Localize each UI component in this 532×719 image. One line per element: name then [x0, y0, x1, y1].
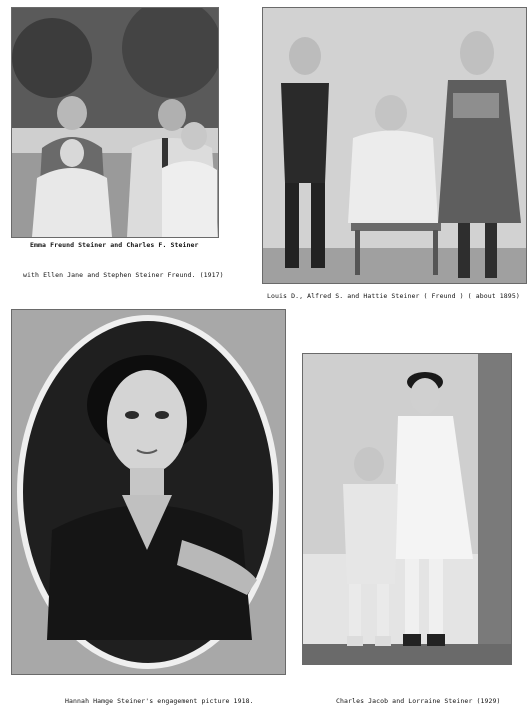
photo-family-group-1917: [11, 7, 219, 238]
photo-3-caption: Hannah Hamge Steiner's engagement picture 1918.: [65, 697, 254, 705]
photo-2-caption: Louis D., Alfred S. and Hattie Steiner ( Freund ) ( about 1895): [267, 292, 520, 300]
photo-4-caption: Charles Jacob and Lorraine Steiner (1929): [336, 697, 501, 705]
photo-engagement-portrait-1918: [11, 309, 286, 675]
photo-1-caption-line-1: Emma Freund Steiner and Charles F. Steiner: [30, 241, 199, 249]
photo-three-siblings-1895: [262, 7, 527, 284]
photo-1-caption-line-2: with Ellen Jane and Stephen Steiner Freund. (1917): [23, 271, 224, 279]
photo-two-children-1929: [302, 353, 512, 665]
